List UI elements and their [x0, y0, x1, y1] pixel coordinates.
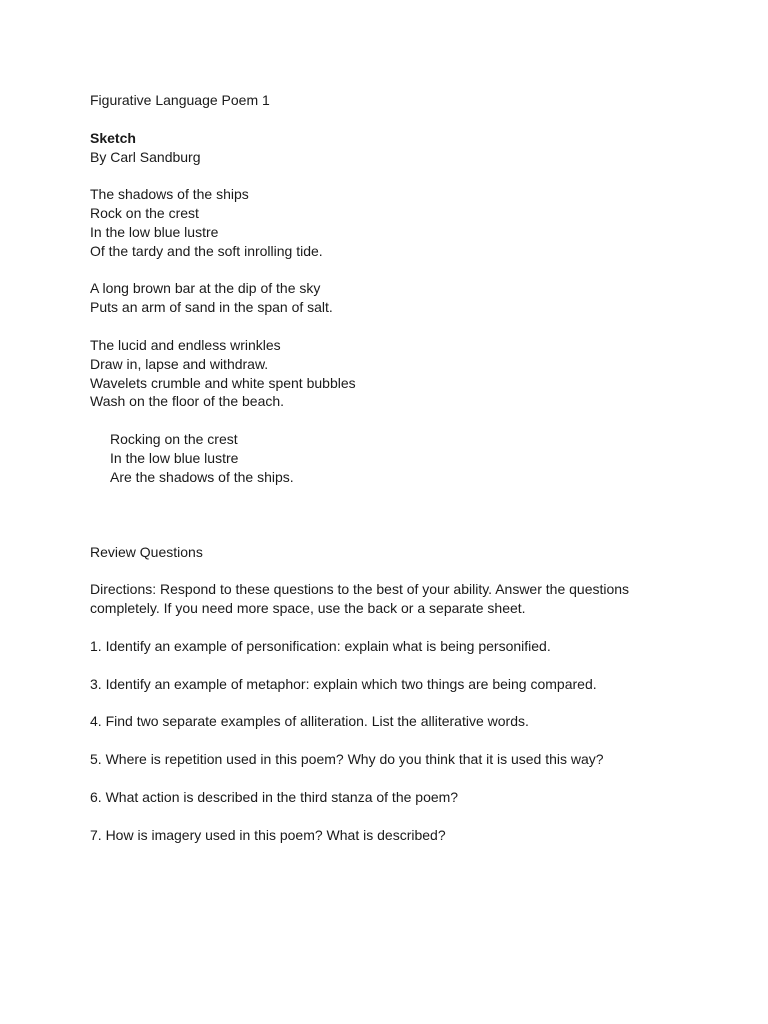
poem-line: Puts an arm of sand in the span of salt. [90, 299, 333, 315]
poem-line: A long brown bar at the dip of the sky [90, 280, 321, 296]
poem-line: Draw in, lapse and withdraw. [90, 356, 269, 372]
question-item: 5. Where is repetition used in this poem? Why do you think that it is used this way? [90, 751, 604, 767]
poem-line: Of the tardy and the soft inrolling tide. [90, 243, 323, 259]
poem-line: The lucid and endless wrinkles [90, 337, 281, 353]
question-item: 1. Identify an example of personification: explain what is being personified. [90, 638, 551, 654]
review-heading: Review Questions [90, 544, 203, 560]
poem-line-indented: Are the shadows of the ships. [110, 469, 294, 485]
poem-line: The shadows of the ships [90, 186, 249, 202]
poem-line-indented: In the low blue lustre [110, 450, 239, 466]
question-item: 6. What action is described in the third stanza of the poem? [90, 789, 459, 805]
directions-line: completely. If you need more space, use the back or a separate sheet. [90, 600, 526, 616]
directions-line: Directions: Respond to these questions to the best of your ability. Answer the questions [90, 581, 630, 597]
poem-line: Wavelets crumble and white spent bubbles [90, 375, 356, 391]
question-item: 3. Identify an example of metaphor: explain which two things are being compared. [90, 676, 597, 692]
poem-line: Wash on the floor of the beach. [90, 393, 285, 409]
question-item: 4. Find two separate examples of alliteration. List the alliterative words. [90, 713, 529, 729]
document-header: Figurative Language Poem 1 [90, 92, 270, 108]
poem-line: In the low blue lustre [90, 224, 219, 240]
poem-author: By Carl Sandburg [90, 149, 201, 165]
poem-title: Sketch [90, 130, 136, 146]
poem-line-indented: Rocking on the crest [110, 431, 238, 447]
poem-line: Rock on the crest [90, 205, 199, 221]
question-item: 7. How is imagery used in this poem? What is described? [90, 827, 446, 843]
